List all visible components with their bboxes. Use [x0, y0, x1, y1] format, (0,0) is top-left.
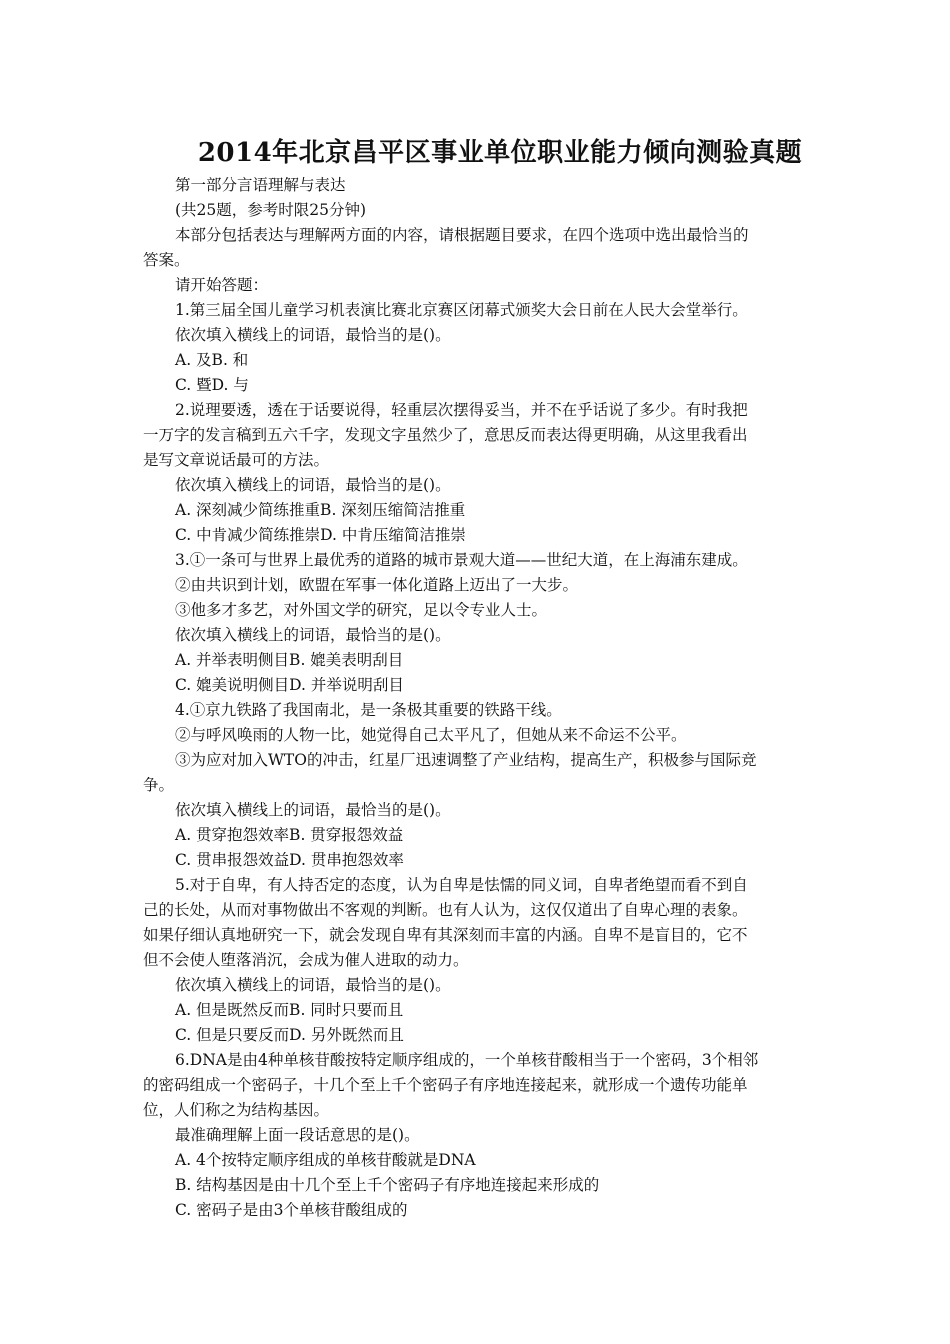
- text-line: 但不会使人堕落消沉，会成为催人进取的动力。: [143, 951, 469, 969]
- text-line: 3.①一条可与世界上最优秀的道路的城市景观大道——世纪大道，在上海浦东建成。: [175, 551, 748, 569]
- text-line: A. 4个按特定顺序组成的单核苷酸就是DNA: [175, 1151, 476, 1169]
- text-line: 如果仔细认真地研究一下，就会发现自卑有其深刻而丰富的内涵。自卑不是盲目的，它不: [143, 926, 748, 944]
- text-line: 最准确理解上面一段话意思的是()。: [175, 1126, 420, 1144]
- text-line: ③为应对加入WTO的冲击，红星厂迅速调整了产业结构，提高生产，积极参与国际竞: [175, 751, 757, 769]
- text-line: (共25题，参考时限25分钟): [175, 201, 367, 219]
- text-line: C. 贯串报怨效益D. 贯串抱怨效率: [175, 851, 404, 869]
- text-line: A. 但是既然反而B. 同时只要而且: [175, 1001, 404, 1019]
- text-line: 答案。: [143, 251, 190, 269]
- text-line: 6.DNA是由4种单核苷酸按特定顺序组成的，一个单核苷酸相当于一个密码，3个相邻: [175, 1051, 759, 1069]
- text-line: B. 结构基因是由十几个至上千个密码子有序地连接起来形成的: [175, 1176, 600, 1194]
- text-line: 2.说理要透，透在于话要说得，轻重层次摆得妥当，并不在乎话说了多少。有时我把: [175, 401, 748, 419]
- text-line: 争。: [143, 776, 175, 794]
- text-line: C. 媲美说明侧目D. 并举说明刮目: [175, 676, 404, 694]
- text-line: 己的长处，从而对事物做出不客观的判断。也有人认为，这仅仅道出了自卑心理的表象。: [143, 901, 748, 919]
- text-line: 一万字的发言稿到五六千字，发现文字虽然少了，意思反而表达得更明确，从这里我看出: [143, 426, 748, 444]
- text-line: 依次填入横线上的词语，最恰当的是()。: [175, 476, 451, 494]
- text-line: A. 深刻减少简练推重B. 深刻压缩简洁推重: [175, 501, 466, 519]
- text-line: 依次填入横线上的词语，最恰当的是()。: [175, 801, 451, 819]
- text-line: 第一部分言语理解与表达: [175, 176, 346, 194]
- text-line: C. 暨D. 与: [175, 376, 249, 394]
- text-line: C. 但是只要反而D. 另外既然而且: [175, 1026, 404, 1044]
- text-line: 是写文章说话最可的方法。: [143, 451, 330, 469]
- text-line: ②与呼风唤雨的人物一比，她觉得自己太平凡了，但她从来不命运不公平。: [175, 726, 687, 744]
- text-line: 依次填入横线上的词语，最恰当的是()。: [175, 326, 451, 344]
- text-line: 依次填入横线上的词语，最恰当的是()。: [175, 976, 451, 994]
- text-line: 4.①京九铁路了我国南北，是一条极其重要的铁路干线。: [175, 701, 562, 719]
- text-line: C. 密码子是由3个单核苷酸组成的: [175, 1201, 408, 1219]
- text-line: 1.第三届全国儿童学习机表演比赛北京赛区闭幕式颁奖大会日前在人民大会堂举行。: [175, 301, 748, 319]
- text-line: A. 贯穿抱怨效率B. 贯穿报怨效益: [175, 826, 404, 844]
- text-line: ③他多才多艺，对外国文学的研究，足以令专业人士。: [175, 601, 548, 619]
- text-line: C. 中肯减少简练推崇D. 中肯压缩简洁推崇: [175, 526, 466, 544]
- text-line: 位，人们称之为结构基因。: [143, 1101, 330, 1119]
- text-line: ②由共识到计划，欧盟在军事一体化道路上迈出了一大步。: [175, 576, 579, 594]
- text-line: 的密码组成一个密码子，十几个至上千个密码子有序地连接起来，就形成一个遗传功能单: [143, 1076, 748, 1094]
- text-line: 请开始答题：: [175, 276, 269, 294]
- text-line: A. 及B. 和: [175, 351, 249, 369]
- text-line: A. 并举表明侧目B. 媲美表明刮目: [175, 651, 404, 669]
- text-line: 依次填入横线上的词语，最恰当的是()。: [175, 626, 451, 644]
- text-line: 5.对于自卑，有人持否定的态度，认为自卑是怯懦的同义词，自卑者绝望而看不到自: [175, 876, 748, 894]
- document-body: [143, 173, 803, 1223]
- text-line: 本部分包括表达与理解两方面的内容，请根据题目要求，在四个选项中选出最恰当的: [175, 226, 749, 244]
- document-title: 2014年北京昌平区事业单位职业能力倾向测验真题: [197, 138, 803, 168]
